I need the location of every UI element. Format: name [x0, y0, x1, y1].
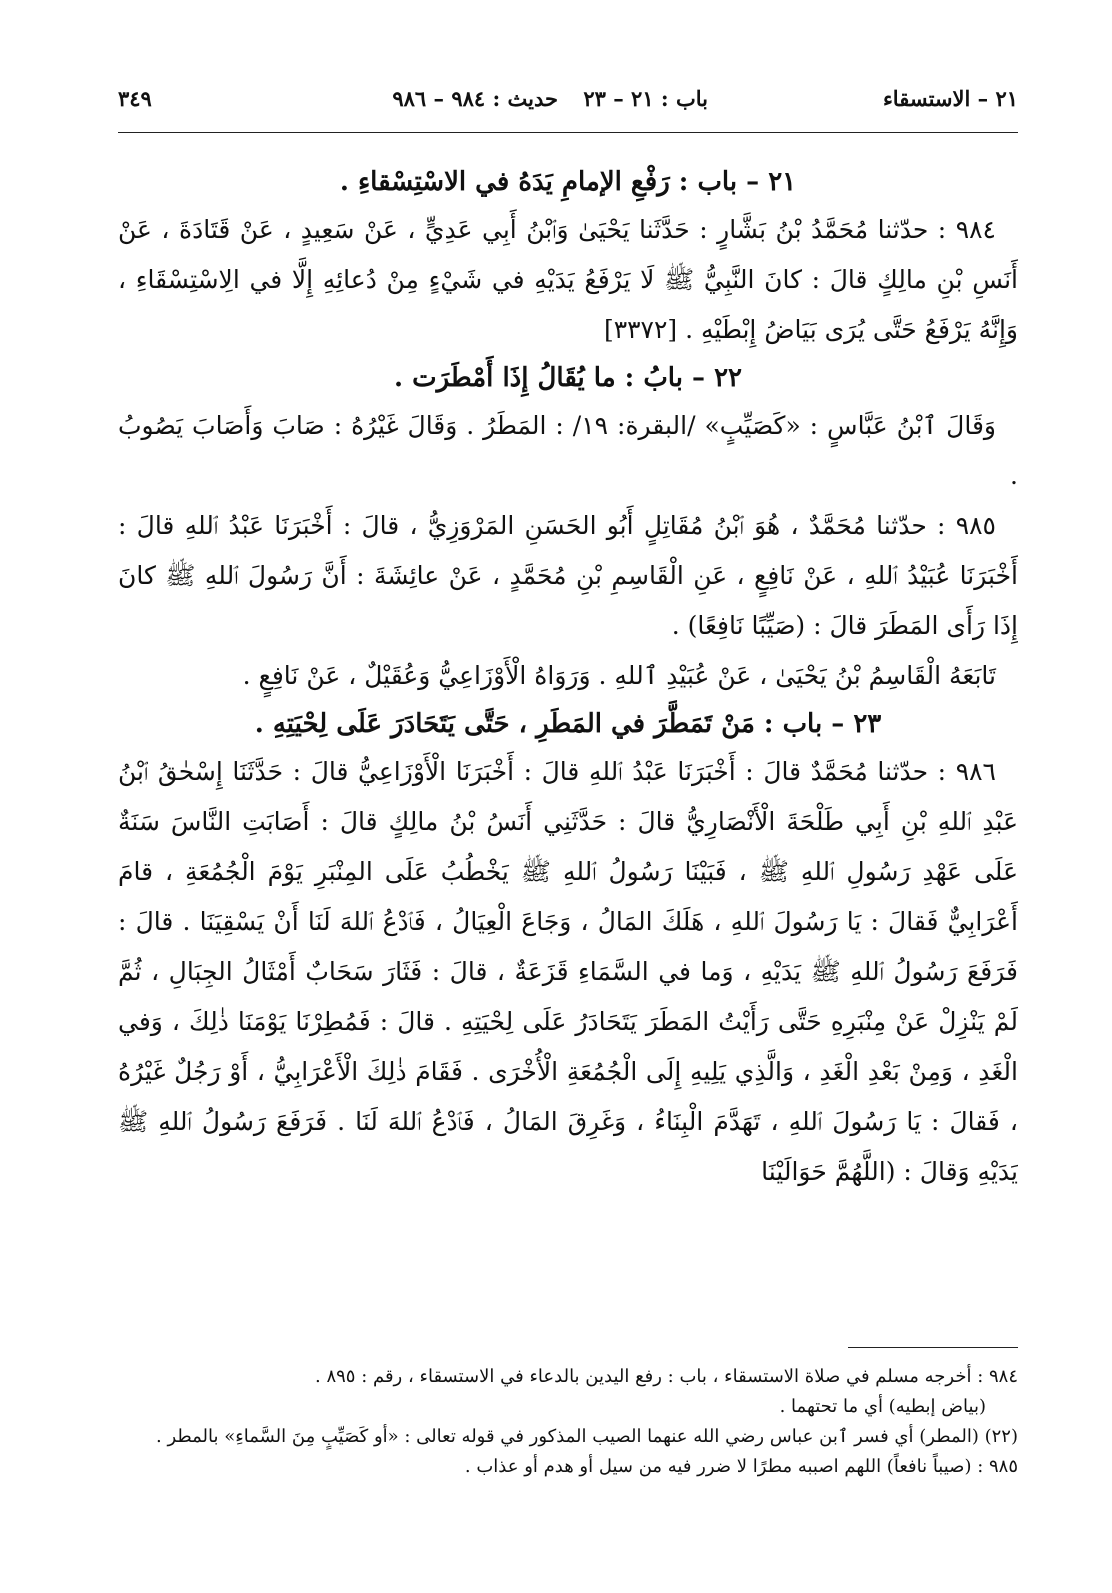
footnote: ٩٨٥ : (صيباً نافعاً) اللهم اصببه مطرًا لا ضرر فيه من سيل أو هدم أو عذاب . [464, 1456, 1018, 1477]
header-chapter-title: ٢١ – الاستسقاء [882, 86, 1018, 111]
header-hadith-range: حديث : ٩٨٤ – ٩٨٦ [392, 86, 558, 111]
commentary-paragraph: تَابَعَهُ الْقَاسِمُ بْنُ يَحْيَىٰ ، عَنْ عُبَيْدِ ٱللهِ . وَرَوَاهُ الْأَوْزَاعِيُّ وَعُقَيْلٌ ، عَنْ نَافِعٍ . [242, 661, 996, 690]
footnote: (٢٢) (المطر) أي فسر ٱبن عباس رضي الله عنهما الصيب المذكور في قوله تعالى : «أو كَصَيِّبٍ مِنَ السَّماءِ» بالمطر . [156, 1426, 1018, 1447]
section-bab-23 [118, 701, 1018, 1197]
footnotes [118, 1362, 1018, 1482]
section-bab-21 [118, 159, 1018, 355]
page-number: ٣٤٩ [118, 86, 152, 111]
hadith-paragraph: ٩٨٤ : حدّثنا مُحَمَّدُ بْنُ بَشَّارٍ : حَدَّثَنا يَحْيَىٰ وَٱبْنُ أَبِي عَدِيٍّ ، عَنْ سَعِيدٍ ، عَنْ قَتَادَةَ ، عَنْ أَنَسِ بْنِ مالِكٍ قالَ : كانَ النَّبِيُّ ﷺ لَا يَرْفَعُ يَدَيْهِ في شَيْءٍ مِنْ دُعائِهِ إِلَّا في الِاسْتِسْقَاءِ ، وَإِنَّهُ يَرْفَعُ حَتَّى يُرَى بَيَاضُ إِبْطَيْهِ . [٣٣٧٢] [118, 215, 1018, 344]
header-divider [118, 132, 1018, 133]
bab-heading: ٢٢ – بابُ : ما يُقَالُ إِذَا أَمْطَرَت . [393, 363, 742, 393]
hadith-paragraph: ٩٨٦ : حدّثنا مُحَمَّدٌ قالَ : أَخْبَرَنَا عَبْدُ ٱللهِ قالَ : أَخْبَرَنَا الْأَوْزَاعِيُّ قالَ : حَدَّثَنَا إِسْحٰقُ ٱبْنُ عَبْدِ ٱللهِ بْنِ أَبِي طَلْحَةَ الْأَنْصَارِيُّ قالَ : حَدَّثَنِي أَنَسُ بْنُ مالِكٍ قالَ : أَصَابَتِ النَّاسَ سَنَةٌ عَلَى عَهْدِ رَسُولِ ٱللهِ ﷺ ، فَبَيْنَا رَسُولُ ٱللهِ ﷺ يَخْطُبُ عَلَى المِنْبَرِ يَوْمَ الْجُمُعَةِ ، قامَ أَعْرَابِيٌّ فَقالَ : يَا رَسُولَ ٱللهِ ، هَلَكَ المَالُ ، وَجَاعَ الْعِيَالُ ، فَٱدْعُ ٱللهَ لَنَا أَنْ يَسْقِيَنَا . قالَ : فَرَفَعَ رَسُولُ ٱللهِ ﷺ يَدَيْهِ ، وَما في السَّمَاءِ قَزَعَةٌ ، قالَ : فَثَارَ سَحَابٌ أَمْثَالُ الجِبَالِ ، ثُمَّ لَمْ يَنْزِلْ عَنْ مِنْبَرِهِ حَتَّى رَأَيْتُ المَطَرَ يَتَحَادَرُ عَلَى لِحْيَتِهِ . قالَ : فَمُطِرْنَا يَوْمَنَا ذٰلِكَ ، وَفي الْغَدِ ، وَمِنْ بَعْدِ الْغَدِ ، وَالَّذِي يَلِيهِ إِلَى الْجُمُعَةِ الْأُخْرَى . فَقَامَ ذٰلِكَ الْأَعْرَابِيُّ ، أَوْ رَجُلٌ غَيْرُهُ ، فَقالَ : يَا رَسُولَ ٱللهِ ، تَهَدَّمَ الْبِنَاءُ ، وَغَرِقَ المَالُ ، فَٱدْعُ ٱللهَ لَنَا . فَرَفَعَ رَسُولُ ٱللهِ ﷺ يَدَيْهِ وَقالَ : (اللَّهُمَّ حَوَالَيْنَا [118, 757, 1018, 1186]
bab-heading: ٢٣ – باب : مَنْ تَمَطَّرَ في المَطَرِ ، حَتَّى يَتَحَادَرَ عَلَى لِحْيَتِهِ . [254, 709, 882, 739]
footnote: ٩٨٤ : أخرجه مسلم في صلاة الاستسقاء ، باب : رفع اليدين بالدعاء في الاستسقاء ، رقم : ٨٩٥ . [315, 1366, 1018, 1387]
footnote: (بياض إبطيه) أي ما تحتهما . [779, 1396, 986, 1417]
main-text [118, 159, 1018, 1319]
header-bab-range: باب : ٢١ – ٢٣ [583, 86, 708, 111]
section-bab-22 [118, 355, 1018, 701]
commentary-paragraph: وَقَالَ ٱبْنُ عَبَّاسٍ : «كَصَيِّبٍ» /البقرة: ١٩/ : المَطَرُ . وَقَالَ غَيْرُهُ : صَابَ وَأَصَابَ يَصُوبُ . [118, 411, 1018, 490]
running-header [118, 80, 1018, 120]
hadith-paragraph: ٩٨٥ : حدّثنا مُحَمَّدٌ ، هُوَ ٱبْنُ مُقَاتِلٍ أَبُو الحَسَنِ المَرْوَزِيُّ ، قالَ : أَخْبَرَنَا عَبْدُ ٱللهِ قالَ : أَخْبَرَنَا عُبَيْدُ ٱللهِ ، عَنْ نَافِعٍ ، عَنِ الْقَاسِمِ بْنِ مُحَمَّدٍ ، عَنْ عائِشَةَ : أَنَّ رَسُولَ ٱللهِ ﷺ كانَ إِذَا رَأَى المَطَرَ قالَ : (صَيِّبًا نَافِعًا) . [118, 511, 1018, 640]
book-page [118, 80, 1018, 1482]
bab-heading: ٢١ – باب : رَفْعِ الإمامِ يَدَهُ في الاسْتِسْقاءِ . [339, 167, 797, 197]
footnote-divider [848, 1347, 1018, 1348]
